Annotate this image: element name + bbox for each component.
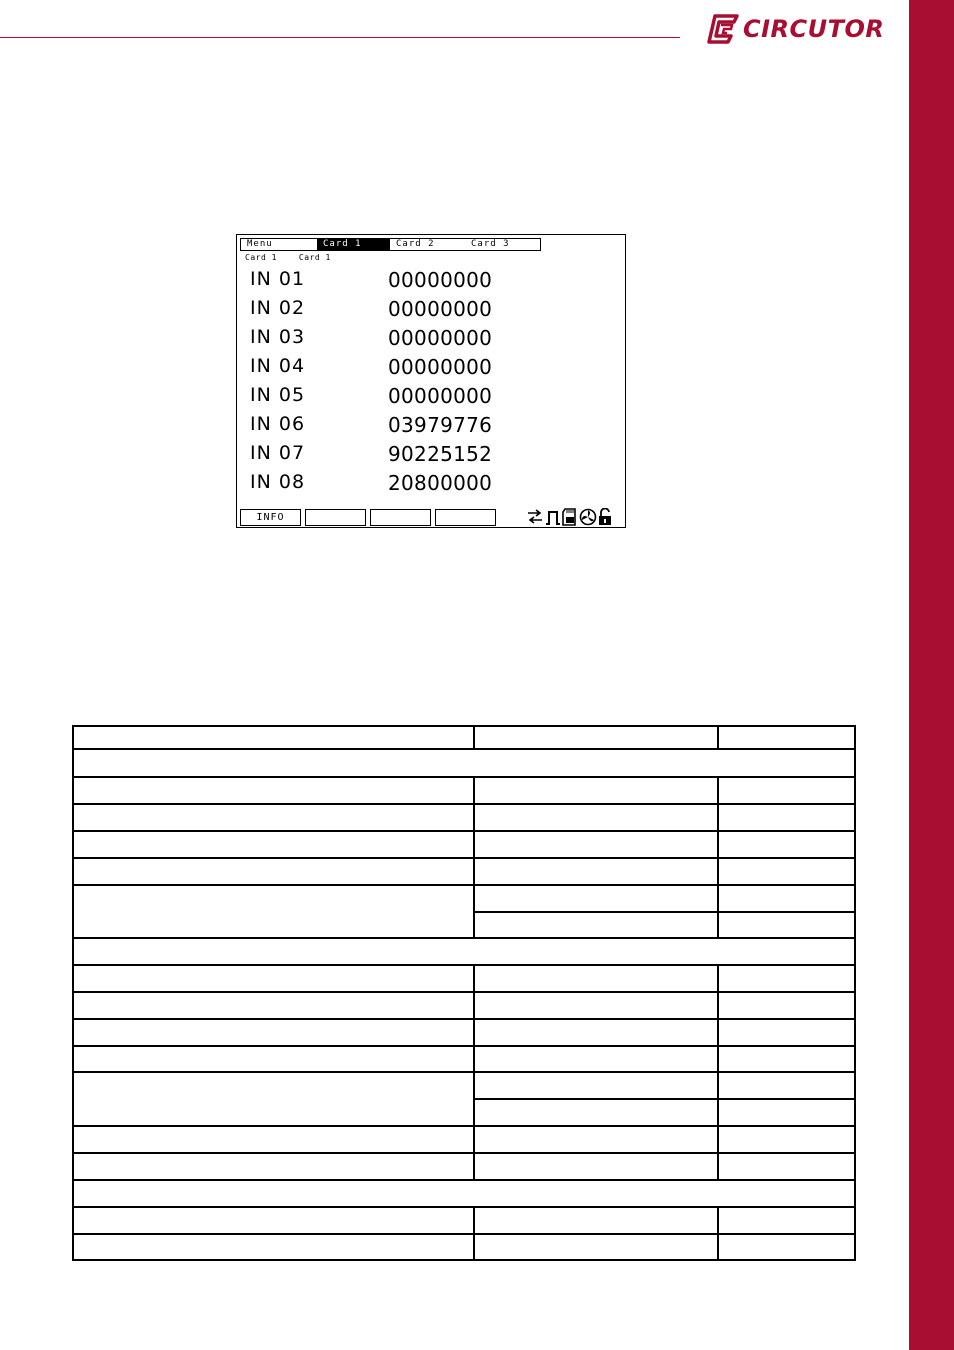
table-cell bbox=[718, 1234, 855, 1260]
input-value: 03979776 bbox=[388, 413, 493, 437]
input-value: 00000000 bbox=[388, 384, 493, 408]
table-cell bbox=[73, 885, 474, 938]
table-cell bbox=[718, 1126, 855, 1153]
table-cell bbox=[73, 1234, 474, 1260]
input-label: IN 06 bbox=[250, 413, 306, 435]
list-item bbox=[250, 268, 492, 297]
table-cell bbox=[474, 1019, 718, 1046]
tab-menu[interactable]: Menu bbox=[247, 239, 273, 249]
table-cell bbox=[718, 1153, 855, 1180]
softkey-bar bbox=[240, 509, 496, 526]
info-softkey[interactable]: INFO bbox=[240, 509, 301, 526]
table-cell bbox=[73, 749, 855, 777]
transfer-arrows-icon bbox=[526, 508, 544, 526]
table-row bbox=[73, 965, 855, 992]
list-item bbox=[250, 413, 492, 442]
table-cell bbox=[73, 965, 474, 992]
status-icons bbox=[526, 508, 612, 526]
sd-card-icon bbox=[562, 508, 578, 526]
input-counter-list bbox=[250, 268, 492, 500]
input-value: 00000000 bbox=[388, 268, 493, 292]
table-cell bbox=[718, 1099, 855, 1126]
table-row bbox=[73, 777, 855, 804]
table-row bbox=[73, 726, 855, 749]
table-cell bbox=[718, 1046, 855, 1072]
table-cell bbox=[73, 726, 474, 749]
table-cell bbox=[73, 1153, 474, 1180]
brand-sidebar bbox=[909, 0, 954, 1350]
table-cell bbox=[474, 965, 718, 992]
table-cell bbox=[73, 1207, 474, 1234]
tab-card-2[interactable]: Card 2 bbox=[396, 239, 435, 249]
header-rule bbox=[0, 37, 680, 38]
table-cell bbox=[718, 858, 855, 885]
table-cell bbox=[474, 858, 718, 885]
table-cell bbox=[718, 726, 855, 749]
input-value: 00000000 bbox=[388, 297, 493, 321]
table-cell bbox=[73, 831, 474, 858]
table-cell bbox=[73, 777, 474, 804]
table-section-row bbox=[73, 1180, 855, 1207]
table-row bbox=[73, 1153, 855, 1180]
table-row bbox=[73, 831, 855, 858]
table-cell bbox=[718, 965, 855, 992]
table-cell bbox=[474, 1072, 718, 1099]
table-cell bbox=[718, 1072, 855, 1099]
table-cell bbox=[73, 1019, 474, 1046]
table-cell bbox=[474, 726, 718, 749]
table-cell bbox=[73, 938, 855, 965]
table-section-row bbox=[73, 749, 855, 777]
table-cell bbox=[718, 804, 855, 831]
table-cell bbox=[474, 1099, 718, 1126]
input-value: 00000000 bbox=[388, 326, 493, 350]
table-row bbox=[73, 1019, 855, 1046]
softkey-2[interactable] bbox=[305, 509, 366, 526]
table-cell bbox=[474, 992, 718, 1019]
table-row bbox=[73, 1207, 855, 1234]
table-cell bbox=[474, 831, 718, 858]
input-label: IN 02 bbox=[250, 297, 306, 319]
circutor-logo bbox=[707, 12, 884, 46]
table-row bbox=[73, 1126, 855, 1153]
table-section-row bbox=[73, 938, 855, 965]
table-cell bbox=[718, 885, 855, 912]
input-label: IN 08 bbox=[250, 471, 306, 493]
tab-card-3[interactable]: Card 3 bbox=[471, 239, 510, 249]
table-cell bbox=[718, 1207, 855, 1234]
softkey-3[interactable] bbox=[370, 509, 431, 526]
list-item bbox=[250, 297, 492, 326]
table-cell bbox=[73, 992, 474, 1019]
table-row bbox=[73, 1046, 855, 1072]
table-cell bbox=[474, 777, 718, 804]
table-cell bbox=[718, 1019, 855, 1046]
input-label: IN 01 bbox=[250, 268, 306, 290]
input-value: 00000000 bbox=[388, 355, 493, 379]
input-label: IN 05 bbox=[250, 384, 306, 406]
empty-table bbox=[72, 725, 856, 1261]
tab-bar bbox=[240, 238, 541, 251]
input-label: IN 04 bbox=[250, 355, 306, 377]
table-cell bbox=[718, 992, 855, 1019]
circutor-logo-icon bbox=[707, 12, 741, 46]
table-row bbox=[73, 804, 855, 831]
table-cell bbox=[474, 912, 718, 938]
list-item bbox=[250, 442, 492, 471]
sublabel-1: Card 1 bbox=[245, 253, 277, 262]
table-row bbox=[73, 885, 855, 912]
list-item bbox=[250, 326, 492, 355]
table-cell bbox=[73, 1126, 474, 1153]
softkey-4[interactable] bbox=[435, 509, 496, 526]
sublabel-2: Card 1 bbox=[298, 253, 331, 262]
table-cell bbox=[73, 1072, 474, 1126]
input-label: IN 03 bbox=[250, 326, 306, 348]
fan-icon bbox=[579, 508, 597, 526]
table-cell bbox=[474, 885, 718, 912]
pulse-signal-icon bbox=[545, 508, 561, 526]
table-cell bbox=[73, 1046, 474, 1072]
brand-name: CIRCUTOR bbox=[743, 15, 885, 43]
table-cell bbox=[474, 1207, 718, 1234]
table-row bbox=[73, 1072, 855, 1099]
table-cell bbox=[73, 804, 474, 831]
unlocked-padlock-icon bbox=[598, 508, 612, 526]
table-cell bbox=[718, 777, 855, 804]
tab-card-1[interactable]: Card 1 bbox=[317, 239, 390, 250]
table-row bbox=[73, 858, 855, 885]
table-cell bbox=[73, 858, 474, 885]
table-cell bbox=[474, 1234, 718, 1260]
card-sublabels bbox=[245, 253, 331, 262]
device-display bbox=[236, 234, 626, 528]
table-cell bbox=[474, 1046, 718, 1072]
table-row bbox=[73, 992, 855, 1019]
list-item bbox=[250, 384, 492, 413]
table-cell bbox=[474, 804, 718, 831]
list-item bbox=[250, 471, 492, 500]
table-cell bbox=[718, 831, 855, 858]
input-value: 20800000 bbox=[388, 471, 493, 495]
table-cell bbox=[474, 1126, 718, 1153]
table-cell bbox=[718, 912, 855, 938]
table-cell bbox=[474, 1153, 718, 1180]
input-label: IN 07 bbox=[250, 442, 306, 464]
table-cell bbox=[73, 1180, 855, 1207]
list-item bbox=[250, 355, 492, 384]
table-row bbox=[73, 1234, 855, 1260]
input-value: 90225152 bbox=[388, 442, 493, 466]
